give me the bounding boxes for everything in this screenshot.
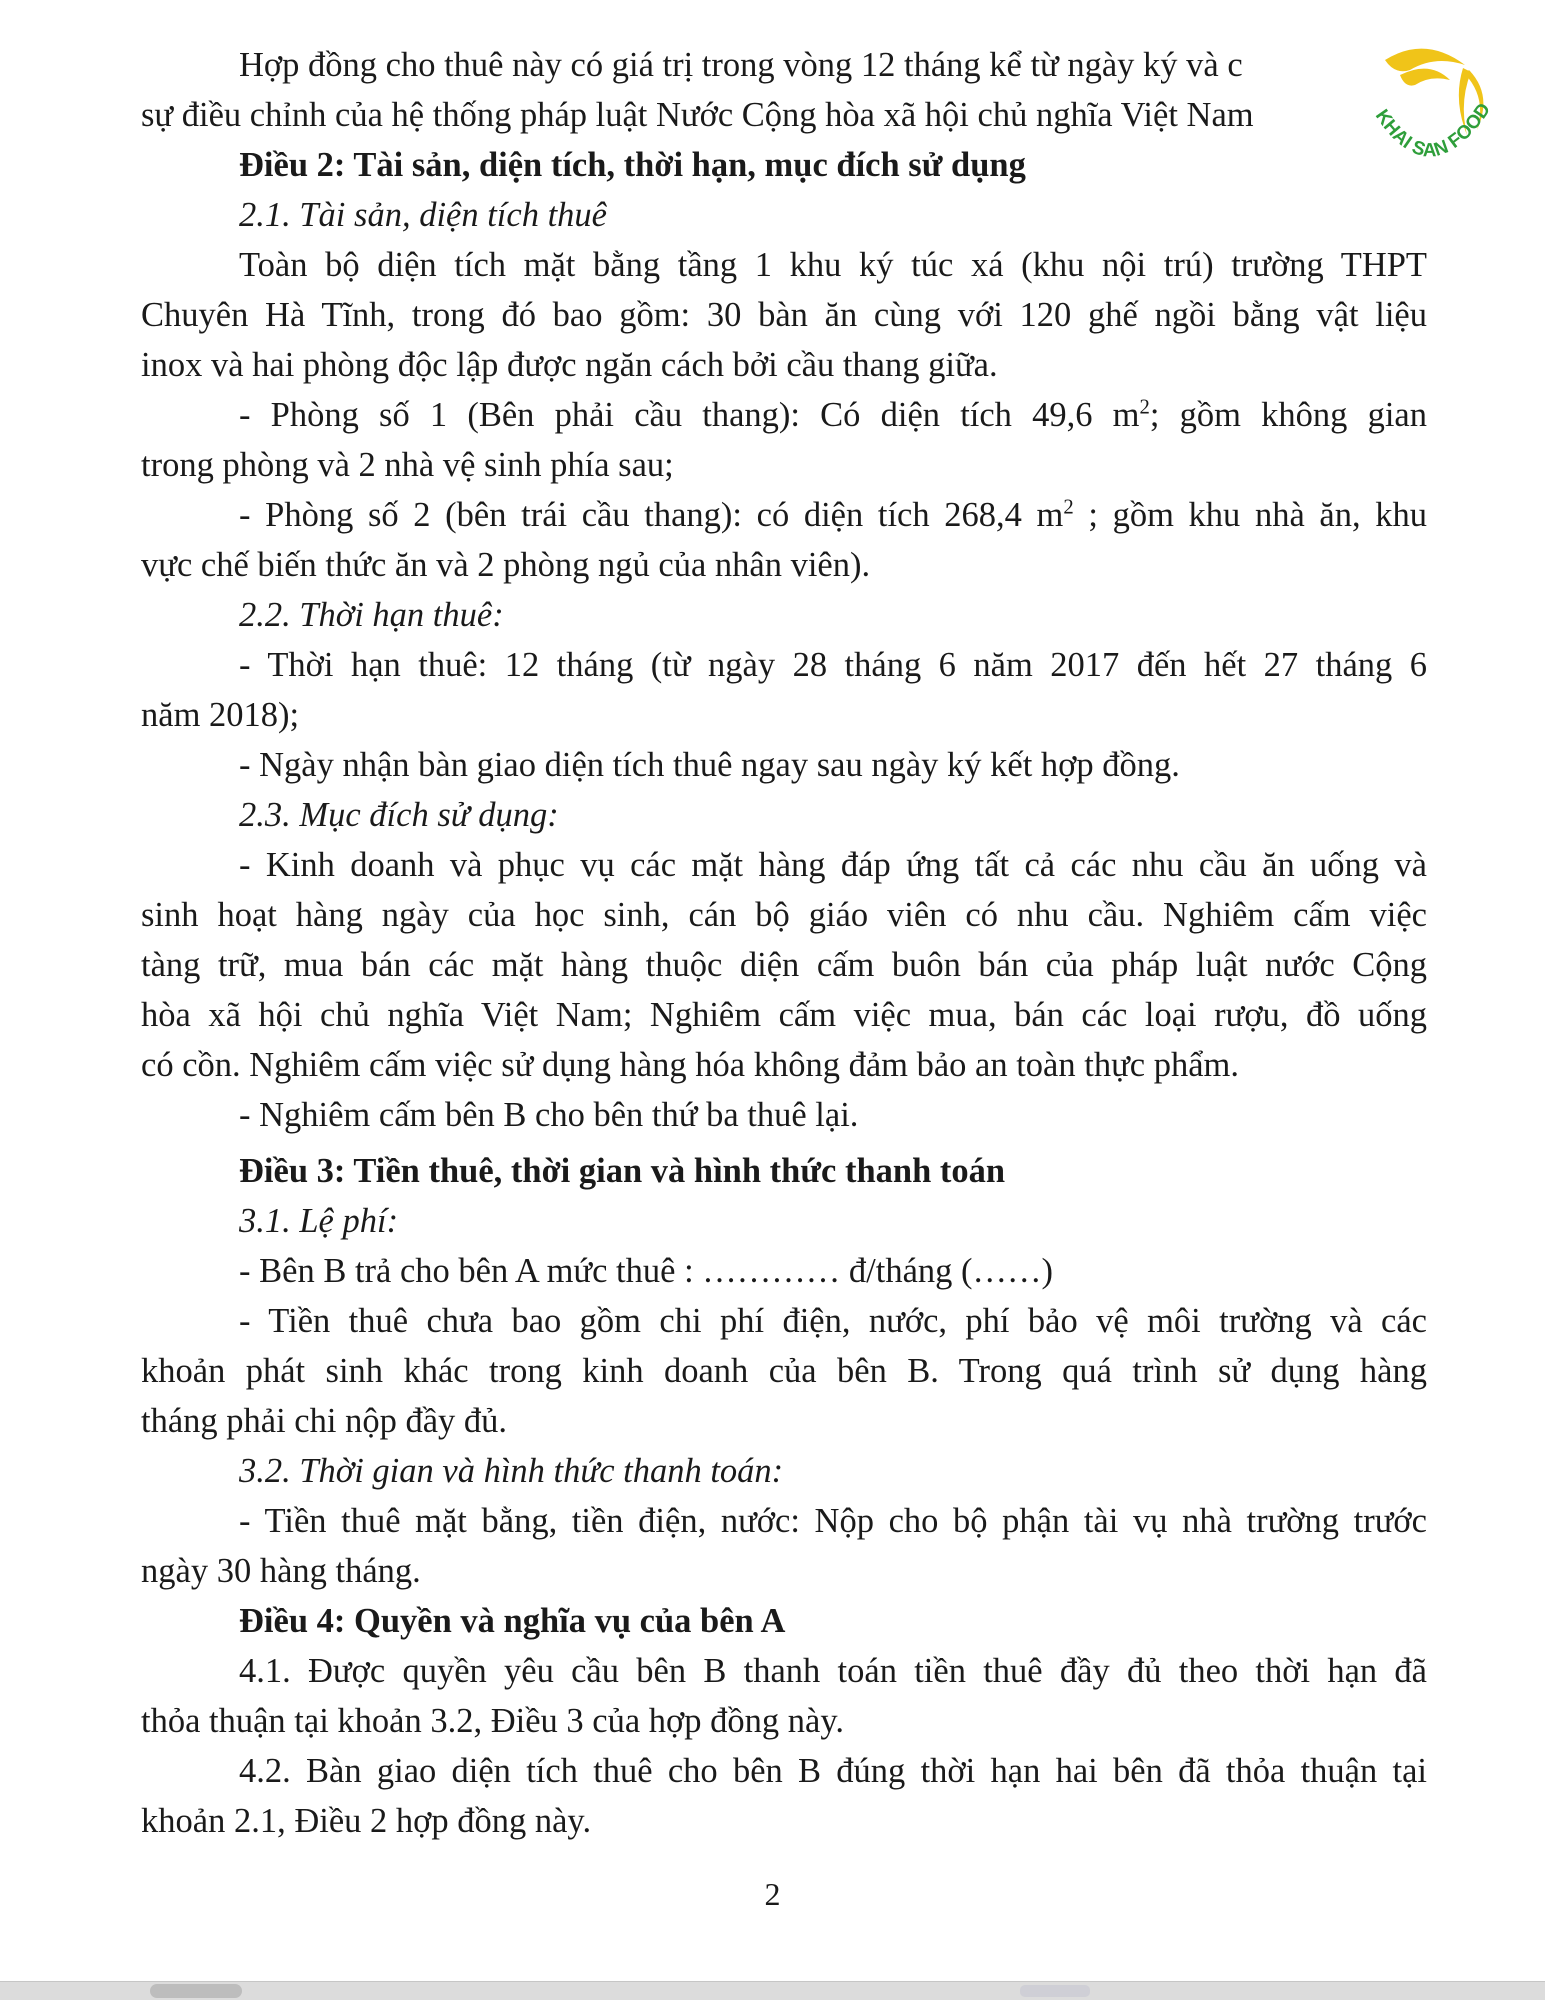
text-line: Hợp đồng cho thuê này có giá trị trong vòng 12 tháng kể từ ngày ký và c bbox=[239, 46, 1243, 84]
text-segment: ; gồm khu nhà ăn, khu bbox=[1073, 496, 1427, 534]
subheading-3-1: 3.1. Lệ phí: bbox=[239, 1202, 399, 1240]
text-line: khoản 2.1, Điều 2 hợp đồng này. bbox=[141, 1802, 592, 1840]
text-line: - Tiền thuê chưa bao gồm chi phí điện, nước, phí bảo vệ môi trường và các bbox=[239, 1302, 1427, 1340]
text-line: khoản phát sinh khác trong kinh doanh của bên B. Trong quá trình sử dụng hàng bbox=[141, 1352, 1427, 1390]
logo-text-path: KHAI SAN FOOD bbox=[1370, 99, 1496, 162]
text-line: Chuyên Hà Tĩnh, trong đó bao gồm: 30 bàn ăn cùng với 120 ghế ngồi bằng vật liệu bbox=[141, 296, 1427, 334]
text-line: - Bên B trả cho bên A mức thuê : ………… đ/tháng (……) bbox=[239, 1252, 1053, 1290]
text-line: - Nghiêm cấm bên B cho bên thứ ba thuê lại. bbox=[239, 1096, 859, 1134]
text-line: - Ngày nhận bàn giao diện tích thuê ngay sau ngày ký kết hợp đồng. bbox=[239, 746, 1180, 784]
subheading-2-1: 2.1. Tài sản, diện tích thuê bbox=[239, 196, 607, 234]
subheading-3-2: 3.2. Thời gian và hình thức thanh toán: bbox=[239, 1452, 784, 1490]
text-line: ngày 30 hàng tháng. bbox=[141, 1552, 421, 1590]
horizontal-scrollbar[interactable] bbox=[0, 1981, 1545, 2000]
superscript: 2 bbox=[1063, 496, 1074, 519]
text-line: thỏa thuận tại khoản 3.2, Điều 3 của hợp đồng này. bbox=[141, 1702, 844, 1740]
toolbar-mark bbox=[1020, 1985, 1090, 1997]
text-line: hòa xã hội chủ nghĩa Việt Nam; Nghiêm cấm việc mua, bán các loại rượu, đồ uống bbox=[141, 996, 1427, 1034]
text-line: tháng phải chi nộp đầy đủ. bbox=[141, 1402, 508, 1440]
text-line: vực chế biến thức ăn và 2 phòng ngủ của nhân viên). bbox=[141, 546, 871, 584]
subheading-2-3: 2.3. Mục đích sử dụng: bbox=[239, 796, 559, 834]
text-segment: - Phòng số 2 (bên trái cầu thang): có diện tích 268,4 m bbox=[239, 496, 1064, 534]
text-line bbox=[141, 490, 1427, 540]
document-page bbox=[141, 40, 1427, 1846]
subheading-2-2: 2.2. Thời hạn thuê: bbox=[239, 596, 504, 634]
text-line: 4.1. Được quyền yêu cầu bên B thanh toán tiền thuê đầy đủ theo thời hạn đã bbox=[239, 1652, 1427, 1690]
text-line: - Kinh doanh và phục vụ các mặt hàng đáp ứng tất cả các nhu cầu ăn uống và bbox=[239, 846, 1427, 884]
heading-dieu-3: Điều 3: Tiền thuê, thời gian và hình thức thanh toán bbox=[239, 1152, 1006, 1190]
text-line: có cồn. Nghiêm cấm việc sử dụng hàng hóa không đảm bảo an toàn thực phẩm. bbox=[141, 1046, 1239, 1084]
text-line: sinh hoạt hàng ngày của học sinh, cán bộ giáo viên có nhu cầu. Nghiêm cấm việc bbox=[141, 896, 1427, 934]
heading-dieu-4: Điều 4: Quyền và nghĩa vụ của bên A bbox=[239, 1602, 786, 1640]
text-line: trong phòng và 2 nhà vệ sinh phía sau; bbox=[141, 446, 674, 484]
text-line: - Thời hạn thuê: 12 tháng (từ ngày 28 tháng 6 năm 2017 đến hết 27 tháng 6 bbox=[239, 646, 1427, 684]
text-line: năm 2018); bbox=[141, 696, 300, 734]
khai-san-food-logo bbox=[1355, 40, 1505, 190]
text-line: sự điều chỉnh của hệ thống pháp luật Nước Cộng hòa xã hội chủ nghĩa Việt Nam bbox=[141, 96, 1254, 134]
wheat-stalk-icon bbox=[1355, 40, 1505, 190]
wheat-leaf-mid bbox=[1400, 69, 1450, 86]
text-line: tàng trữ, mua bán các mặt hàng thuộc diện cấm buôn bán của pháp luật nước Cộng bbox=[141, 946, 1427, 984]
text-line: inox và hai phòng độc lập được ngăn cách bởi cầu thang giữa. bbox=[141, 346, 998, 384]
text-line bbox=[141, 390, 1427, 440]
text-line: - Tiền thuê mặt bằng, tiền điện, nước: Nộp cho bộ phận tài vụ nhà trường trước bbox=[239, 1502, 1427, 1540]
superscript: 2 bbox=[1139, 396, 1150, 419]
text-segment: ; gồm không gian bbox=[1149, 396, 1427, 434]
scrollbar-thumb[interactable] bbox=[150, 1984, 242, 1998]
wheat-leaf-top bbox=[1385, 49, 1465, 72]
heading-dieu-2: Điều 2: Tài sản, diện tích, thời hạn, mục đích sử dụng bbox=[239, 146, 1026, 184]
text-segment: - Phòng số 1 (Bên phải cầu thang): Có diện tích 49,6 m bbox=[239, 396, 1140, 434]
logo-text bbox=[1371, 99, 1495, 161]
text-line: Toàn bộ diện tích mặt bằng tầng 1 khu ký túc xá (khu nội trú) trường THPT bbox=[239, 246, 1427, 284]
page-number: 2 bbox=[764, 1876, 781, 1912]
text-line: 4.2. Bàn giao diện tích thuê cho bên B đúng thời hạn hai bên đã thỏa thuận tại bbox=[239, 1752, 1427, 1790]
